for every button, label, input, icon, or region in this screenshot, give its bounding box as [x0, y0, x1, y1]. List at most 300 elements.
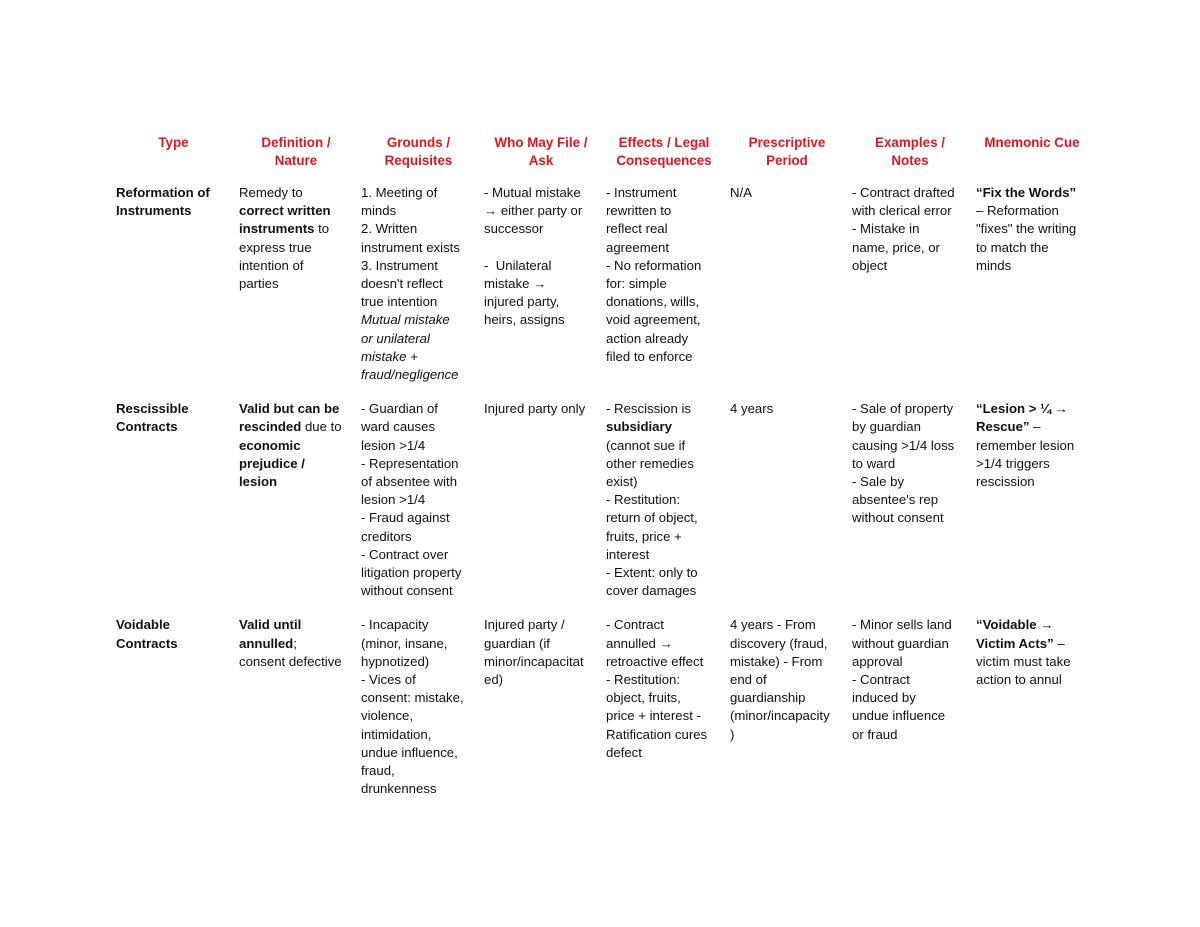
cell-text-line — [606, 582, 722, 600]
cell-text: victim must take — [976, 653, 1071, 669]
cell-type — [112, 400, 235, 616]
cell-text-line — [239, 473, 353, 491]
cell-text: creditors — [361, 528, 412, 544]
cell-text-line — [361, 546, 476, 564]
cell-text — [484, 240, 488, 255]
cell-text: (cannot sue if — [606, 437, 686, 453]
cell-text: causing >1/4 loss — [852, 437, 955, 453]
cell-text: lesion >1/4 — [361, 492, 426, 508]
cell-text-line — [606, 257, 722, 275]
cell-text-line — [361, 726, 476, 744]
cell-text: undue influence, — [361, 744, 458, 760]
cell-text-line — [606, 348, 722, 366]
cell-text: mistake → — [484, 276, 547, 292]
cell-text-line — [606, 653, 722, 671]
cell-text: exist) — [606, 474, 638, 490]
cell-text-line — [361, 184, 476, 202]
cell-text: - Contract drafted — [852, 185, 955, 200]
cell-text-line — [239, 400, 353, 418]
cell-text-line — [976, 455, 1088, 473]
cell-text: “Fix the Words” — [976, 185, 1077, 200]
cell-text: - Guardian of — [361, 401, 438, 417]
cell-text: agreement — [606, 239, 670, 255]
column-header-examples — [848, 134, 972, 184]
cell-text-line — [484, 293, 598, 311]
cell-text: 3. Instrument — [361, 257, 438, 273]
cell-text: - Unilateral — [484, 257, 552, 273]
cell-text-line — [976, 400, 1088, 418]
cell-text: end of — [730, 672, 767, 688]
cell-text-tail: to — [314, 221, 330, 237]
cell-text-line — [361, 366, 476, 384]
column-header-effects — [602, 134, 726, 184]
cell-text: action already — [606, 330, 689, 346]
cell-text: successor — [484, 221, 544, 237]
cell-text: reflect real — [606, 221, 668, 237]
cell-effects — [602, 400, 726, 616]
cell-text: parties — [239, 276, 279, 292]
cell-text-line — [484, 275, 598, 293]
row-type-label: Voidable — [116, 617, 170, 633]
cell-text-line — [852, 473, 968, 491]
cell-text-line — [606, 726, 722, 744]
cell-text-line — [730, 400, 844, 418]
cell-text-line — [976, 671, 1088, 689]
cell-text-line — [606, 202, 722, 220]
cell-text-line — [976, 220, 1088, 238]
cell-text: void agreement, — [606, 312, 701, 328]
cell-text-line — [484, 184, 598, 202]
cell-text-line — [852, 418, 968, 436]
cell-text: - No reformation — [606, 257, 702, 273]
cell-text-line — [239, 239, 353, 257]
cell-text-line — [484, 239, 598, 257]
cell-text-line — [606, 671, 722, 689]
cell-text: Mutual mistake — [361, 312, 450, 328]
cell-text-line — [606, 689, 722, 707]
cell-text-line — [730, 653, 844, 671]
cell-text: Valid but can be — [239, 401, 340, 417]
cell-text: (minor/incapacity — [730, 708, 830, 724]
cell-text-line — [852, 400, 968, 418]
cell-text-line — [484, 671, 598, 689]
cell-text: - Extent: only to — [606, 565, 698, 581]
cell-text-line — [852, 437, 968, 455]
cell-text: fraud, — [361, 763, 395, 779]
cell-text: drunkenness — [361, 781, 437, 797]
cell-text-line — [852, 491, 968, 509]
cell-text: minds — [976, 257, 1012, 273]
column-header-line: Grounds / — [386, 135, 451, 150]
cell-text-line — [361, 491, 476, 509]
cell-text-line — [730, 184, 844, 202]
cell-text-line — [239, 616, 353, 634]
column-header-line: Consequences — [616, 153, 712, 168]
cell-text-line — [239, 653, 353, 671]
cell-text: fraud/negligence — [361, 367, 459, 383]
cell-text-line — [361, 293, 476, 311]
cell-text: subsidiary — [606, 419, 672, 435]
cell-text: 4 years - From — [730, 617, 816, 633]
cell-text: instruments — [239, 221, 315, 237]
cell-text-line — [361, 509, 476, 527]
cell-effects — [602, 184, 726, 400]
cell-text: “Lesion > ¼ → — [976, 401, 1068, 417]
cell-text-line — [361, 762, 476, 780]
cell-text: defect — [606, 744, 642, 760]
cell-examples — [848, 184, 972, 400]
cell-text: >1/4 triggers — [976, 455, 1050, 471]
column-header-line: Prescriptive — [748, 135, 826, 150]
cell-text: hypnotized) — [361, 653, 430, 669]
column-header-line: Definition / — [261, 135, 331, 150]
row-type-label: Reformation of — [116, 185, 210, 200]
column-header-line: Nature — [274, 153, 318, 168]
cell-text: - Contract over — [361, 546, 449, 562]
cell-examples — [848, 616, 972, 814]
cell-text: - Sale of property — [852, 401, 954, 417]
cell-mnemonic — [972, 400, 1092, 616]
cell-text-line — [361, 653, 476, 671]
cell-text: annulled — [239, 635, 294, 651]
column-header-line: Period — [766, 153, 808, 168]
cell-text-line — [361, 400, 476, 418]
cell-text-line — [361, 311, 476, 329]
cell-text: minor/incapacitat — [484, 653, 584, 669]
cell-text: consent: mistake, — [361, 690, 464, 706]
cell-text-line — [852, 726, 968, 744]
cell-text-line — [361, 348, 476, 366]
cell-period — [726, 616, 848, 814]
cell-text-line — [976, 616, 1088, 634]
cell-text: retroactive effect — [606, 653, 704, 669]
row-type-label: Contracts — [116, 419, 178, 435]
cell-mnemonic — [972, 184, 1092, 400]
cell-text-line — [239, 635, 353, 653]
cell-text: or fraud — [852, 726, 898, 742]
cell-text: to match the — [976, 239, 1049, 255]
cell-text-tail: ; — [293, 635, 297, 651]
column-header-grounds — [357, 134, 480, 184]
table-header-row — [112, 134, 1092, 184]
cell-text: - Incapacity — [361, 617, 429, 633]
cell-text-line — [730, 671, 844, 689]
column-header-line: Mnemonic Cue — [984, 135, 1080, 150]
cell-text-line — [730, 726, 844, 744]
cell-text: minds — [361, 203, 397, 219]
cell-text: Ratification cures — [606, 726, 708, 742]
cell-text-line — [976, 202, 1088, 220]
column-header-line: Who May File / — [494, 135, 588, 150]
cell-definition — [235, 400, 357, 616]
cell-text: - Mistake in — [852, 221, 920, 237]
cell-text-line — [484, 202, 598, 220]
cell-text-line — [976, 184, 1088, 202]
cell-definition — [235, 616, 357, 814]
cell-text: of absentee with — [361, 474, 458, 490]
cell-text: undue influence — [852, 708, 946, 724]
cell-text: by guardian — [852, 419, 921, 435]
cell-text: → either party or — [484, 203, 583, 219]
cell-text-line — [361, 616, 476, 634]
cell-text-line — [606, 744, 722, 762]
column-header-prescriptive-period — [726, 134, 848, 184]
cell-text-line — [606, 635, 722, 653]
cell-text: cover damages — [606, 583, 697, 599]
cell-text: Rescue” — [976, 419, 1030, 435]
cell-text-line — [361, 744, 476, 762]
cell-who — [480, 184, 602, 400]
cell-text-line — [852, 455, 968, 473]
cell-period — [726, 400, 848, 616]
cell-text: - Fraud against — [361, 510, 450, 526]
table-row-reformation-of-instruments — [112, 184, 1092, 400]
table-row-voidable-contracts — [112, 616, 1092, 814]
cell-text-line — [730, 616, 844, 634]
cell-text: litigation property — [361, 565, 462, 581]
cell-text-line — [852, 689, 968, 707]
cell-text: action to annul — [976, 672, 1062, 688]
cell-text: interest — [606, 546, 650, 562]
cell-text: correct written — [239, 203, 331, 219]
cell-text: 4 years — [730, 401, 774, 417]
cell-text-line — [976, 418, 1088, 436]
cell-text: mistake) - From — [730, 653, 823, 669]
cell-text: without consent — [361, 583, 453, 599]
column-header-who-may-file — [480, 134, 602, 184]
cell-text-line — [606, 400, 722, 418]
cell-text: approval — [852, 653, 903, 669]
cell-text: or unilateral — [361, 330, 430, 346]
cell-text-line — [484, 220, 598, 238]
cell-text-line — [606, 546, 722, 564]
cell-text-line — [239, 220, 353, 238]
cell-text-line — [976, 473, 1088, 491]
cell-text-line — [976, 653, 1088, 671]
cell-text: absentee's rep — [852, 492, 939, 508]
cell-text: filed to enforce — [606, 348, 693, 364]
cell-text-line — [484, 653, 598, 671]
cell-text: ) — [730, 726, 735, 742]
cell-text: lesion >1/4 — [361, 437, 426, 453]
cell-text-line — [361, 528, 476, 546]
cell-text: donations, wills, — [606, 294, 700, 310]
cell-text: express true — [239, 239, 312, 255]
cell-text: "fixes" the writing — [976, 221, 1077, 237]
cell-text-line — [852, 220, 968, 238]
cell-text: (minor, insane, — [361, 635, 448, 651]
cell-text-line — [606, 491, 722, 509]
cell-text: - Sale by — [852, 474, 905, 490]
cell-text: name, price, or — [852, 239, 940, 255]
cell-text-tail: – — [1053, 635, 1065, 651]
cell-text: - Vices of — [361, 672, 416, 688]
cell-text: without consent — [852, 510, 944, 526]
cell-text-line — [606, 418, 722, 436]
cell-text: without guardian — [852, 635, 949, 651]
cell-text: return of object, — [606, 510, 698, 526]
cell-definition — [235, 184, 357, 400]
cell-text-line — [361, 671, 476, 689]
cell-text-line — [239, 184, 353, 202]
cell-text: to ward — [852, 455, 896, 471]
cell-text-line — [361, 437, 476, 455]
cell-text-line — [852, 257, 968, 275]
cell-text: 1. Meeting of — [361, 185, 438, 200]
cell-text-line — [484, 616, 598, 634]
cell-text: injured party, — [484, 294, 560, 310]
cell-text: discovery (fraud, — [730, 635, 828, 651]
cell-text-line — [606, 220, 722, 238]
cell-text: – Reformation — [976, 203, 1059, 219]
cell-mnemonic — [972, 616, 1092, 814]
cell-text-line — [361, 220, 476, 238]
cell-text: Injured party / — [484, 617, 565, 633]
column-header-line: Examples / — [875, 135, 945, 150]
cell-text: intimidation, — [361, 726, 432, 742]
cell-text: Victim Acts” — [976, 635, 1054, 651]
cell-text: - Rescission is — [606, 401, 692, 417]
cell-text: - Mutual mistake — [484, 185, 581, 200]
cell-grounds — [357, 184, 480, 400]
cell-type — [112, 616, 235, 814]
cell-text-line — [852, 202, 968, 220]
cell-text-line — [606, 528, 722, 546]
cell-text: - Representation — [361, 455, 459, 471]
cell-text-line — [361, 473, 476, 491]
cell-text: rescinded — [239, 419, 302, 435]
cell-who — [480, 400, 602, 616]
cell-text-line — [484, 311, 598, 329]
cell-text-line — [606, 437, 722, 455]
cell-grounds — [357, 616, 480, 814]
column-header-type — [112, 134, 235, 184]
cell-text-line — [361, 418, 476, 436]
cell-examples — [848, 400, 972, 616]
column-header-line: Type — [158, 135, 189, 150]
cell-text-line — [361, 635, 476, 653]
cell-text-line — [606, 275, 722, 293]
cell-text: fruits, price + — [606, 528, 682, 544]
cell-text: - Minor sells land — [852, 617, 952, 633]
cell-text-line — [239, 418, 353, 436]
cell-text-line — [361, 239, 476, 257]
cell-text: Injured party only — [484, 401, 586, 417]
cell-text: true intention — [361, 294, 438, 310]
cell-text-line — [361, 780, 476, 798]
cell-text-line — [239, 202, 353, 220]
cell-text-line — [361, 582, 476, 600]
cell-text-line — [606, 184, 722, 202]
cell-text: price + interest - — [606, 708, 701, 724]
row-type-label: Contracts — [116, 635, 178, 651]
cell-text-line — [852, 707, 968, 725]
cell-text-line — [361, 330, 476, 348]
cell-text: intention of — [239, 257, 304, 273]
cell-text: rescission — [976, 474, 1035, 490]
cell-text-line — [361, 707, 476, 725]
cell-text-line — [606, 564, 722, 582]
cell-text-line — [361, 202, 476, 220]
cell-text: guardianship — [730, 690, 806, 706]
cell-text-line — [361, 257, 476, 275]
cell-text: doesn't reflect — [361, 276, 443, 292]
cell-text: object — [852, 257, 888, 273]
cell-text: N/A — [730, 185, 752, 200]
cell-text: - Contract — [852, 672, 910, 688]
cell-text: ed) — [484, 672, 504, 688]
cell-text-line — [361, 689, 476, 707]
cell-text-line — [484, 635, 598, 653]
cell-text-line — [606, 509, 722, 527]
cell-text: induced by — [852, 690, 916, 706]
cell-effects — [602, 616, 726, 814]
cell-text: heirs, assigns — [484, 312, 565, 328]
column-header-definition — [235, 134, 357, 184]
cell-text-line — [976, 257, 1088, 275]
cell-text: consent defective — [239, 653, 342, 669]
cell-text-line — [606, 616, 722, 634]
cell-text-line — [606, 473, 722, 491]
cell-text-line — [852, 239, 968, 257]
cell-text-line — [239, 437, 353, 455]
contracts-comparison-table — [112, 134, 1092, 815]
cell-text: object, fruits, — [606, 690, 681, 706]
cell-text: remember lesion — [976, 437, 1075, 453]
cell-text: violence, — [361, 708, 414, 724]
row-type-label: Instruments — [116, 203, 192, 219]
cell-text: ward causes — [361, 419, 436, 435]
cell-text: with clerical error — [852, 203, 952, 219]
cell-text-line — [852, 671, 968, 689]
cell-text-tail: due to — [301, 419, 342, 435]
cell-text-line — [606, 293, 722, 311]
cell-text-line — [976, 239, 1088, 257]
cell-text-line — [484, 400, 598, 418]
column-header-line: Effects / Legal — [618, 135, 710, 150]
cell-text-line — [730, 707, 844, 725]
cell-text-line — [484, 257, 598, 275]
cell-text-line — [730, 689, 844, 707]
cell-text: - Restitution: — [606, 492, 681, 508]
column-header-mnemonic — [972, 134, 1092, 184]
cell-text-tail: – — [1029, 419, 1041, 435]
cell-type — [112, 184, 235, 400]
cell-text-line — [606, 239, 722, 257]
column-header-line: Requisites — [384, 153, 453, 168]
cell-text: “Voidable → — [976, 617, 1054, 633]
table-body — [112, 184, 1092, 815]
cell-text-line — [361, 564, 476, 582]
cell-text-line — [606, 707, 722, 725]
column-header-line: Notes — [891, 153, 929, 168]
cell-text: - Contract — [606, 617, 664, 633]
cell-text-line — [606, 311, 722, 329]
cell-text: prejudice / — [239, 455, 305, 471]
column-header-line: Ask — [528, 153, 554, 168]
cell-text-line — [239, 257, 353, 275]
cell-grounds — [357, 400, 480, 616]
cell-text: Valid until — [239, 617, 302, 633]
cell-text-line — [361, 455, 476, 473]
cell-text-line — [852, 653, 968, 671]
cell-text: - Restitution: — [606, 672, 681, 688]
cell-text-line — [852, 184, 968, 202]
cell-text-line — [239, 455, 353, 473]
cell-text: instrument exists — [361, 239, 460, 255]
cell-who — [480, 616, 602, 814]
cell-text-line — [852, 509, 968, 527]
